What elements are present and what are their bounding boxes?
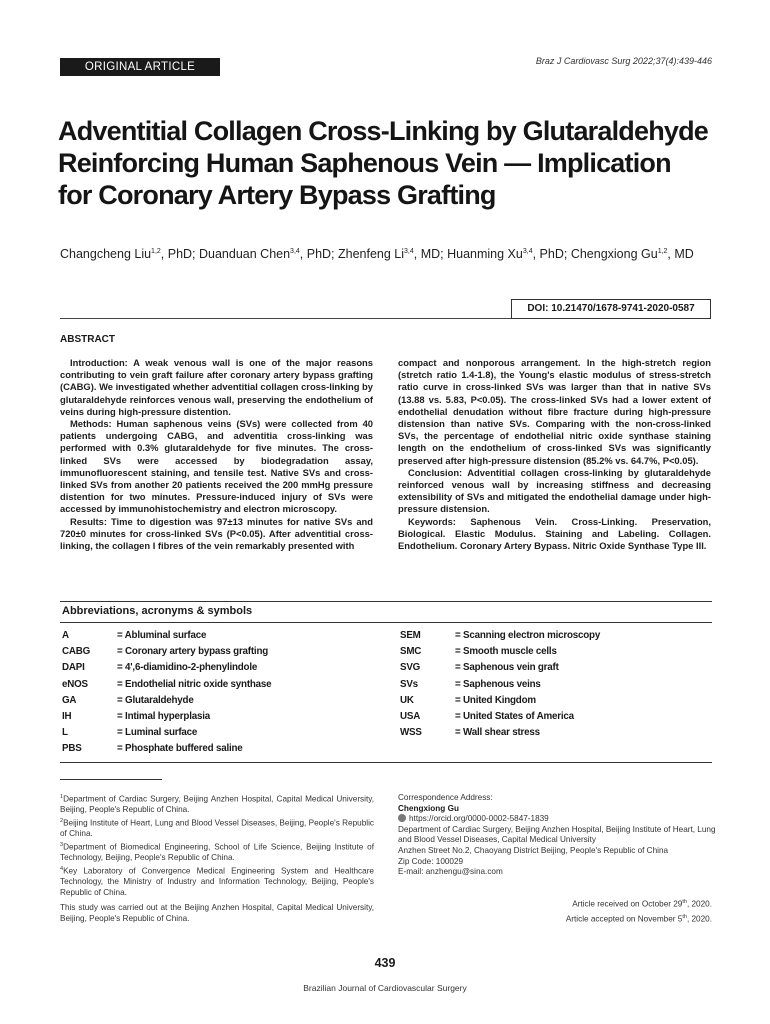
author-degree: , MD; (413, 247, 448, 261)
section-label: ORIGINAL ARTICLE (60, 58, 220, 76)
orcid-row (398, 814, 718, 825)
abbreviation-definition: = 4',6-diamidino-2-phenylindole (117, 662, 258, 674)
doi-link[interactable]: DOI: 10.21470/1678-9741-2020-0587 (511, 299, 711, 319)
journal-reference: Braz J Cardiovasc Surg 2022;37(4):439-446 (535, 56, 712, 66)
footnote-divider (60, 779, 162, 780)
abbreviation-row (62, 727, 271, 743)
abbreviation-definition: = Phosphate buffered saline (117, 743, 243, 755)
affiliation-footnote (60, 840, 374, 864)
accepted-text: Article accepted on November 5 (565, 914, 683, 924)
abbreviation-key: CABG (62, 646, 91, 658)
abstract-heading: ABSTRACT (60, 334, 115, 345)
affiliation-footnotes (60, 792, 374, 924)
correspondence-street: Anzhen Street No.2, Chaoyang District Beijing, People's Republic of China (398, 845, 669, 855)
title-line-2: Reinforcing Human Saphenous Vein — Implication (58, 148, 671, 178)
abbreviation-row (62, 743, 271, 759)
correspondence-zip: Zip Code: 100029 (398, 856, 464, 866)
abbreviations-title: Abbreviations, acronyms & symbols (62, 605, 253, 617)
accepted-ordinal: th (682, 913, 687, 920)
abbreviation-row (400, 679, 600, 695)
affiliation-footnote (60, 864, 374, 899)
abbreviation-row (400, 662, 600, 678)
abbreviation-row (62, 711, 271, 727)
footnote-number: 1 (60, 794, 64, 800)
journal-footer: Brazilian Journal of Cardiovascular Surgery (303, 983, 467, 993)
abbreviation-definition: = Luminal surface (117, 727, 198, 739)
author-name: Huanming Xu (447, 247, 523, 261)
correspondence-label: Correspondence Address: (398, 793, 493, 802)
abbreviation-row (62, 679, 271, 695)
abbreviation-key: A (62, 630, 69, 641)
correspondence-name: Chengxiong Gu (398, 803, 459, 813)
abstract-results: Results: Time to digestion was 97±13 minutes for native SVs and 720±0 minutes for cross-linked SVs (P<0.05). After adventitial cross-linking, the collagen I fibres of the vein remarkably presented with (60, 515, 373, 552)
abbreviation-row (62, 646, 271, 662)
author-affiliation: 1,2 (151, 247, 161, 255)
article-title (58, 115, 718, 211)
abbreviation-definition: = Scanning electron microscopy (455, 630, 601, 641)
abbreviation-row (62, 662, 271, 678)
abbreviation-key: UK (400, 694, 414, 706)
footnote-text: Department of Biomedical Engineering, School of Life Science, Beijing Institute of Technology, Beijing, People's Republic of China. (60, 842, 374, 863)
received-year: , 2020. (686, 899, 712, 909)
abbreviation-definition: = Saphenous veins (455, 678, 541, 690)
abbreviations-column-left (62, 630, 271, 760)
abbreviation-key: PBS (62, 743, 82, 755)
abbreviation-definition: = Smooth muscle cells (455, 646, 557, 658)
abbreviation-definition: = Glutaraldehyde (117, 694, 194, 706)
footnote-text: Department of Cardiac Surgery, Beijing Anzhen Hospital, Capital Medical University, Beijing, People's Republic of China. (60, 794, 374, 815)
author-affiliation: 3,4 (290, 247, 300, 255)
correspondence-department: Department of Cardiac Surgery, Beijing Anzhen Hospital, Beijing Institute of Heart, Lung and Blood Vessel Diseases, Capital Medical University (398, 824, 716, 845)
abstract-column-left (60, 357, 373, 552)
orcid-icon (398, 814, 406, 822)
abbreviation-row (400, 646, 600, 662)
abbreviation-definition: = Wall shear stress (455, 727, 540, 739)
author-name: Chengxiong Gu (570, 247, 658, 261)
study-location-note: This study was carried out at the Beijing Anzhen Hospital, Capital Medical University, Beijing, People's Republic of China. (60, 903, 374, 923)
abbreviation-key: SEM (400, 630, 421, 641)
footnote-number: 2 (60, 817, 64, 824)
author-degree: , PhD; (160, 247, 199, 261)
abbreviation-key: GA (62, 694, 77, 706)
abstract-keywords: Keywords: Saphenous Vein. Cross-Linking. Preservation, Biological. Elastic Modulus. Staining and Labeling. Collagen. Endothelium. Coronary Artery Bypass. Nitric Oxide Synthase Type III. (398, 515, 711, 552)
author-name: Changcheng Liu (60, 247, 152, 261)
abbreviation-row (400, 630, 600, 646)
abbreviations-divider (60, 622, 712, 623)
accepted-year: , 2020. (686, 914, 712, 924)
abbreviation-row (400, 711, 600, 727)
footnote-number: 3 (60, 841, 64, 848)
abstract-methods: Methods: Human saphenous veins (SVs) were collected from 40 patients undergoing CABG, and adventitia cross-linking was performed with 0.3% glutaraldehyde for five minutes. The cross-linked SVs were accessed by biodegradation assay, immunofluorescent staining, and tensile test. Native SVs and cross-linked SVs from another 20 patients received the 200 mmHg pressure distention for two minutes. Pressure-induced injury of SVs were accessed by immunohistochemistry and electron microscopy. (60, 418, 373, 515)
correspondence-email[interactable]: E-mail: anzhengu@sina.com (398, 867, 503, 877)
abbreviation-definition: = Saphenous vein graft (455, 662, 559, 674)
abstract-introduction: Introduction: A weak venous wall is one of the major reasons contributing to vein graft failure after coronary artery bypass grafting (CABG). We investigated whether adventitial collagen cross-linking by glutaraldehyde reinforces venous wall, preserving the endothelium of veins during high-pressure distention. (60, 357, 373, 417)
abbreviation-definition: = Intimal hyperplasia (117, 710, 210, 722)
correspondence-address (398, 793, 718, 878)
abbreviation-key: DAPI (62, 662, 85, 674)
abbreviation-key: SVG (400, 662, 421, 674)
abbreviation-row (62, 630, 271, 646)
author-degree: , PhD; (299, 247, 338, 261)
abbreviation-key: SMC (400, 646, 422, 658)
abbreviations-box (60, 601, 712, 763)
author-name: Duanduan Chen (199, 247, 291, 261)
abstract-results-continued: compact and nonporous arrangement. In the high-stretch region (stretch ratio 1.4-1.8), the Young's elastic modulus of stress-stretch ratio curve in cross-linked SVs was larger than that in native SVs (13.88 vs. 5.83, P<0.05). The cross-linked SVs had a lower extent of endothelial denudation without fibre fracture during high-pressure distension than native SVs. Comparing with the non-cross-linked SVs, the percentage of endothelial nitric oxide synthase staining length on the endothelium of cross-linked SVs was significantly preserved after high-pressure distension (85.2% vs. 64.7%, P<0.05). (398, 357, 711, 466)
abbreviation-row (400, 695, 600, 711)
abbreviation-definition: = Endothelial nitric oxide synthase (117, 678, 272, 690)
abbreviation-definition: = Abluminal surface (117, 630, 207, 641)
abbreviation-key: IH (62, 710, 72, 722)
author-affiliation: 3,4 (404, 247, 414, 255)
orcid-link[interactable]: https://orcid.org/0000-0002-5847-1839 (409, 814, 549, 824)
abstract-conclusion: Conclusion: Adventitial collagen cross-linking by glutaraldehyde reinforced venous wall by increasing stiffness and decreasing extensibility of SVs and mitigated the endothelial damage under high-pressure distension. (398, 466, 711, 515)
author-affiliation: 3,4 (522, 247, 533, 255)
author-degree: , MD (667, 247, 694, 261)
author-list (60, 247, 720, 261)
received-ordinal: th (682, 899, 687, 905)
abbreviation-definition: = United States of America (455, 710, 574, 722)
author-name: Zhenfeng Li (338, 247, 405, 261)
abbreviation-row (62, 695, 271, 711)
abbreviations-column-right (400, 630, 600, 743)
affiliation-footnote (60, 792, 374, 816)
title-line-1: Adventitial Collagen Cross-Linking by Glutaraldehyde (58, 116, 709, 146)
affiliation-footnote (60, 816, 374, 840)
received-date (566, 896, 712, 911)
accepted-date (566, 911, 712, 926)
footnote-text: Key Laboratory of Convergence Medical Engineering System and Healthcare Technology, the Ministry of Industry and Information Technology, Beijing, People's Republic of China. (60, 866, 374, 897)
article-dates (566, 896, 712, 925)
abbreviation-key: eNOS (62, 678, 88, 690)
abbreviation-key: L (62, 727, 68, 739)
doi-divider (60, 318, 512, 319)
title-line-3: for Coronary Artery Bypass Grafting (58, 180, 496, 210)
abbreviation-definition: = United Kingdom (455, 694, 536, 706)
footnote-text: Beijing Institute of Heart, Lung and Blood Vessel Diseases, Beijing, People's Republic of China. (60, 818, 374, 839)
abstract-column-right (398, 357, 711, 552)
page-number: 439 (374, 956, 396, 970)
abbreviation-key: USA (400, 710, 421, 722)
abbreviation-key: SVs (400, 678, 418, 690)
author-affiliation: 1,2 (657, 247, 668, 255)
received-text: Article received on October 29 (572, 899, 683, 909)
author-degree: , PhD; (532, 247, 571, 261)
abbreviation-definition: = Coronary artery bypass grafting (117, 646, 269, 658)
abbreviation-key: WSS (400, 727, 422, 739)
footnote-number: 4 (60, 865, 64, 872)
abbreviation-row (400, 727, 600, 743)
